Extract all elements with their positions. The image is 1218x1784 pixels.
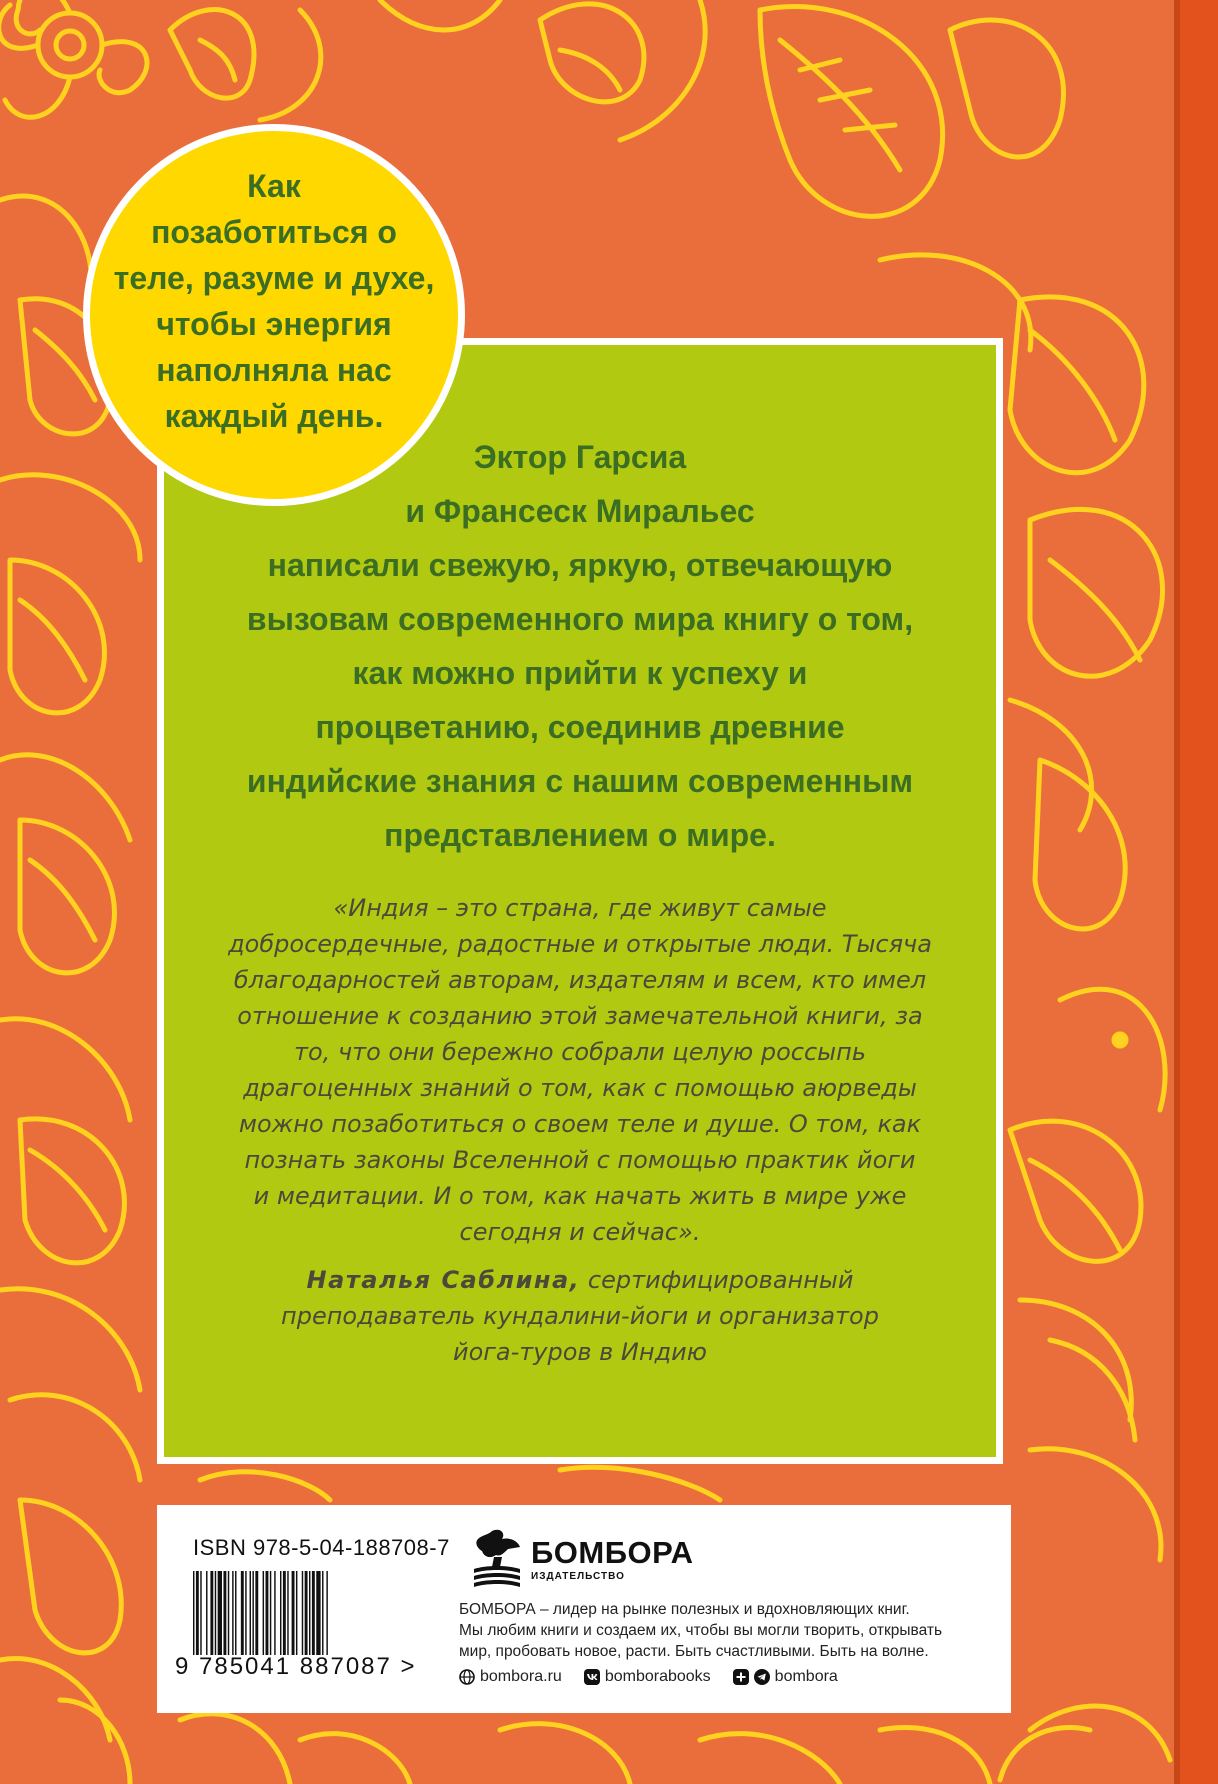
social-link-website[interactable]: [459, 1668, 562, 1686]
social-link-label: bombora: [774, 1668, 838, 1685]
review-author-description: сертифицированный преподаватель кундалини-йоги и организатор йога-туров в Индию: [281, 1266, 879, 1366]
publisher-description: БОМБОРА – лидер на рынке полезных и вдохновляющих книг. Мы любим книги и создаем их, чтобы вы могли творить, открывать мир, пробовать новое, расти. Быть счастливыми. Быть на волне.: [459, 1601, 943, 1660]
plus-icon: [733, 1669, 749, 1685]
publisher-logo-subtitle: ИЗДАТЕЛЬСТВО: [531, 1571, 625, 1582]
review-author: [197, 1262, 963, 1370]
isbn-text: ISBN 978-5-04-188708-7: [193, 1535, 450, 1560]
vk-icon: [584, 1669, 600, 1685]
globe-icon: [459, 1669, 475, 1685]
backmatter-box: [157, 1505, 1011, 1713]
publisher-logo-name: БОМБОРА: [531, 1535, 694, 1570]
barcode-image: [193, 1571, 445, 1655]
book-spine-edge: [1174, 0, 1218, 1784]
telegram-icon: [754, 1669, 770, 1685]
social-link-telegram[interactable]: [733, 1668, 838, 1686]
social-link-label: bomborabooks: [604, 1668, 711, 1685]
social-links: [459, 1668, 860, 1686]
social-link-vk[interactable]: [584, 1668, 711, 1686]
review-quote: «Индия – это страна, где живут самые добросердечные, радостные и открытые люди. Тысяча благодарностей авторам, издателям и всем, кто имел отношение к созданию этой замечательной книги, за то, что они бережно собрали целую россыпь драгоценных знаний о том, как с помощью аюрведы можно позаботиться о своем теле и душе. О том, как познать законы Вселенной с помощью практик йоги и медитации. И о том, как начать жить в мире уже сегодня и сейчас».: [228, 894, 932, 1246]
review-author-name: Наталья Саблина,: [306, 1266, 581, 1294]
barcode-digits: 9 785041 887087 >: [175, 1653, 417, 1680]
tagline-text: Как позаботиться о теле, разуме и духе, чтобы энергия наполняла нас каждый день.: [113, 168, 435, 434]
social-link-label: bombora.ru: [480, 1668, 562, 1685]
book-description: Эктор Гарсиа и Франсеск Миральес написали свежую, яркую, отвечающую вызовам современного мира книгу о том, как можно прийти к успеху и процветанию, соединив древние индийские знания с нашим современным представлением о мире.: [246, 439, 914, 853]
bombora-logo-icon: [470, 1527, 524, 1589]
